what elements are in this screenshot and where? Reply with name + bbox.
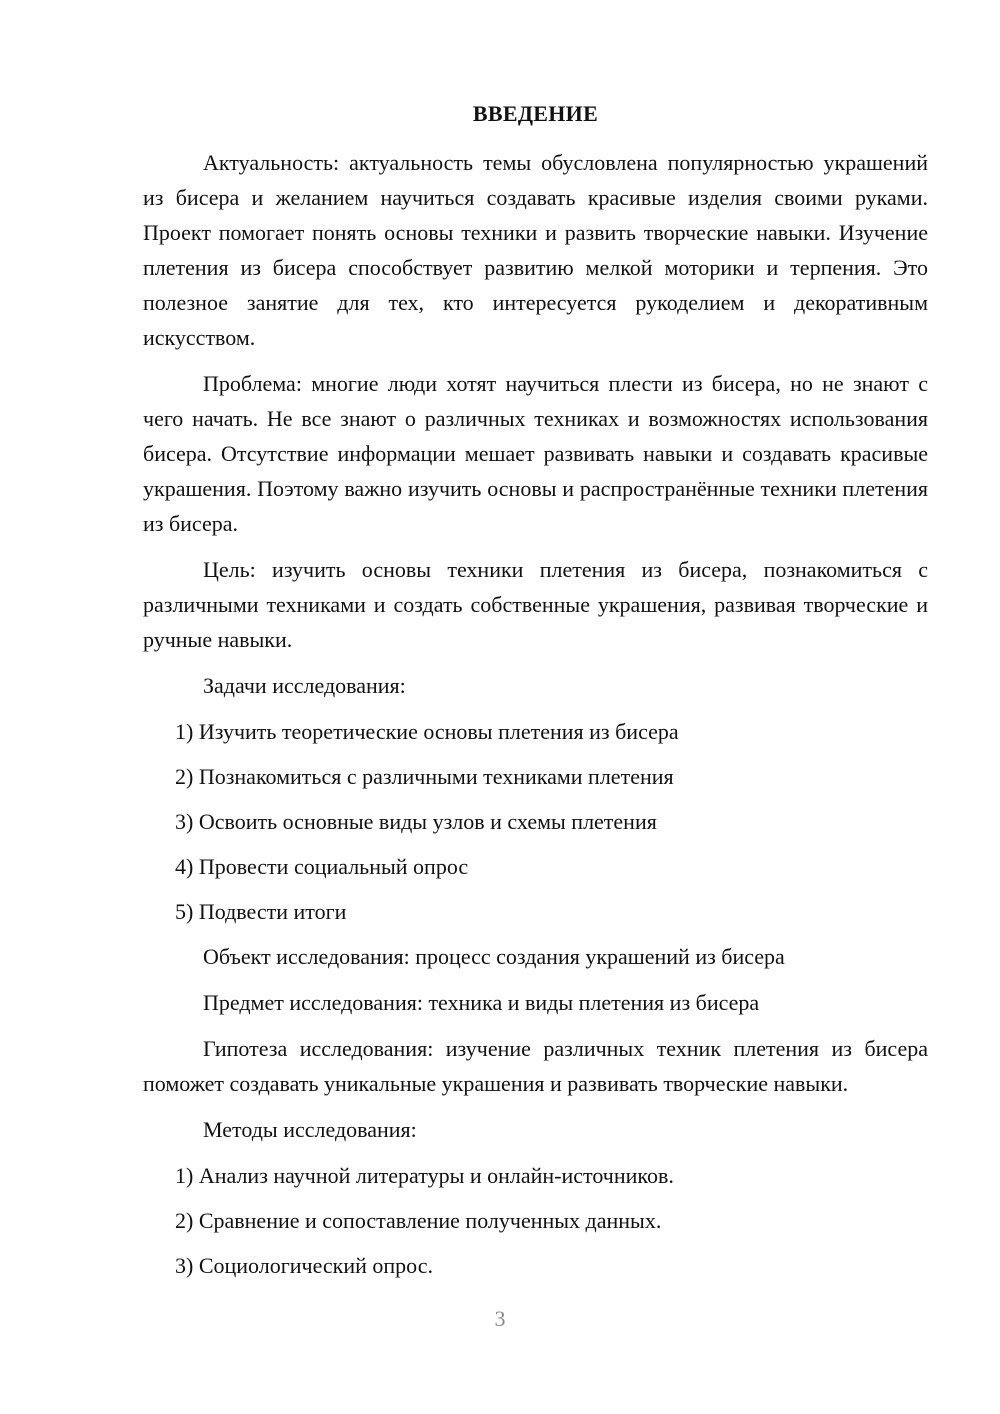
section-title: ВВЕДЕНИЕ [472,101,599,126]
page-number: 3 [494,1306,506,1331]
task-item: 2) Познакомиться с различными техниками плетения [175,764,674,789]
hypothesis-paragraph: Гипотеза исследования: изучение различных техник плетения из бисера поможет создавать уникальные украшения и развивать творческие навыки. [143,1036,928,1096]
methods-label: Методы исследования: [203,1117,417,1142]
subject-paragraph: Предмет исследования: техника и виды плетения из бисера [203,990,760,1015]
task-item: 1) Изучить теоретические основы плетения из бисера [175,719,679,744]
task-item: 3) Освоить основные виды узлов и схемы плетения [175,809,657,834]
document-page [143,96,928,1293]
relevance-paragraph: Актуальность: актуальность темы обусловлена популярностью украшений из бисера и желанием научиться создавать красивые изделия своими руками. Проект помогает понять основы техники и развить творческие навыки. Изучение плетения из бисера способствует развитию мелкой моторики и терпения. Это полезное занятие для тех, кто интересуется рукоделием и декоративным искусством. [143,150,928,350]
method-item: 2) Сравнение и сопоставление полученных данных. [175,1208,662,1233]
task-item: 5) Подвести итоги [175,899,347,924]
tasks-label: Задачи исследования: [203,673,406,698]
method-item: 1) Анализ научной литературы и онлайн-источников. [175,1163,674,1188]
methods-list [143,1158,928,1283]
task-item: 4) Провести социальный опрос [175,854,469,879]
problem-paragraph: Проблема: многие люди хотят научиться плести из бисера, но не знают с чего начать. Не все знают о различных техниках и возможностях использования бисера. Отсутствие информации мешает развивать навыки и создавать красивые украшения. Поэтому важно изучить основы и распространённые техники плетения из бисера. [143,371,928,536]
goal-paragraph: Цель: изучить основы техники плетения из бисера, познакомиться с различными техниками и создать собственные украшения, развивая творческие и ручные навыки. [143,557,928,652]
object-paragraph: Объект исследования: процесс создания украшений из бисера [203,944,785,969]
tasks-list [143,714,928,929]
method-item: 3) Социологический опрос. [175,1253,433,1278]
